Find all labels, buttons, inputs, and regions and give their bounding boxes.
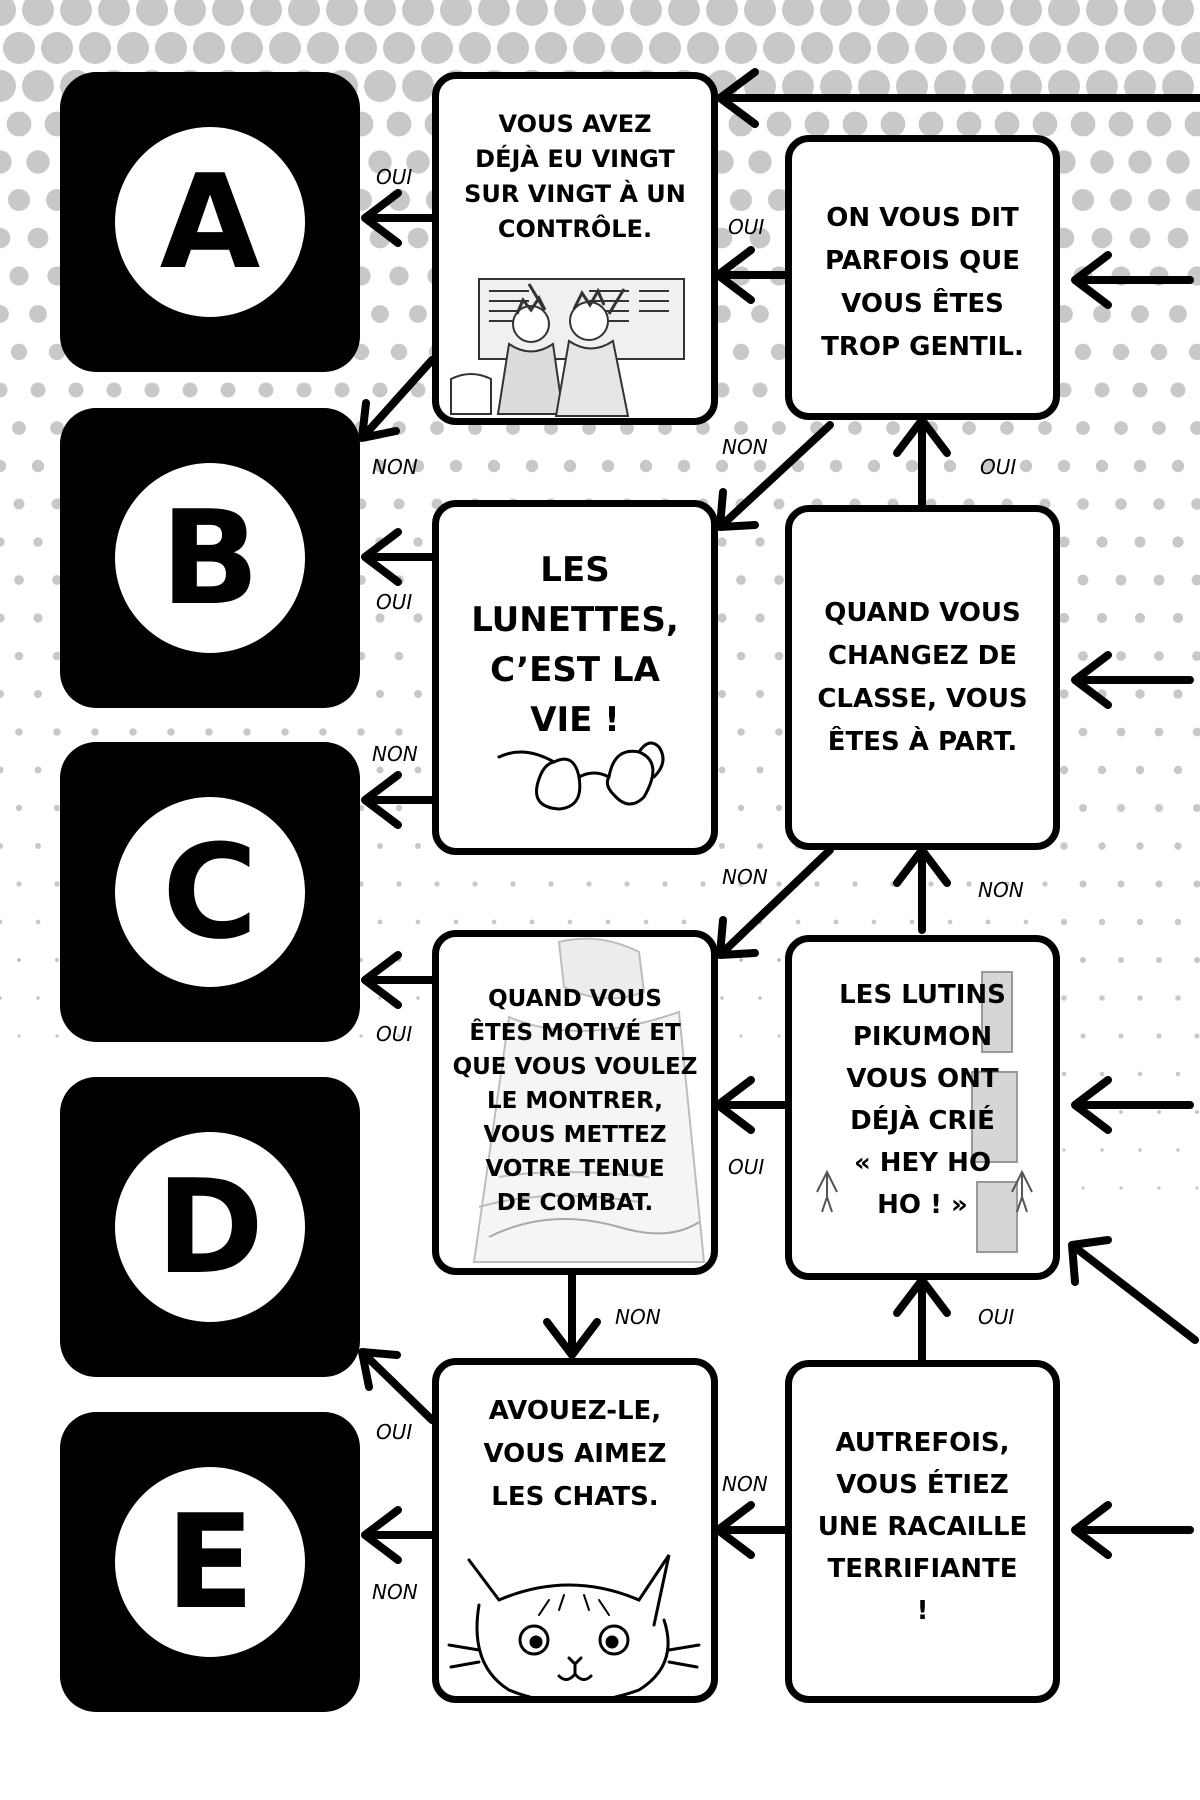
result-c-tile [60, 742, 360, 1042]
arrow-q5-to-c [365, 955, 432, 1005]
answer-label-q6-yes: OUI [728, 1155, 765, 1179]
arrow-q2-to-q1 [718, 250, 785, 300]
question-text: AUTREFOIS, VOUS ÉTIEZ UNE RACAILLE TERRIFIANTE ! [817, 1428, 1028, 1626]
entry-arrow-q8 [1075, 1505, 1190, 1555]
question-box-too-kind [785, 135, 1060, 420]
entry-arrow-q2 [1075, 255, 1190, 305]
result-c-letter: C [162, 816, 258, 968]
question-box-combat-outfit [432, 930, 718, 1275]
question-box-exam-score [432, 72, 718, 425]
answer-label-q7-yes: OUI [376, 1420, 413, 1444]
arrow-q6-to-q5 [718, 1080, 785, 1130]
arrow-q7-to-e [365, 1510, 432, 1560]
arrow-q5-to-q7 [547, 1275, 597, 1355]
answer-label-q4-no: NON [722, 865, 768, 889]
question-box-glasses [432, 500, 718, 855]
question-box-class-change [785, 505, 1060, 850]
arrow-q8-to-q7 [718, 1505, 785, 1555]
result-b-disc [115, 463, 305, 653]
question-text: AVOUEZ-LE, VOUS AIMEZ LES CHATS. [483, 1396, 667, 1512]
question-box-former-thug [785, 1360, 1060, 1703]
answer-label-q6-no: NON [978, 878, 1024, 902]
arrow-q7-to-d [362, 1352, 432, 1420]
glasses-doodle [439, 727, 711, 847]
result-a-letter: A [159, 146, 261, 298]
cat-illustration [439, 1530, 711, 1700]
arrow-q3-to-c [365, 775, 432, 825]
question-box-cats [432, 1358, 718, 1703]
arrow-q1-to-b [362, 360, 432, 438]
answer-label-q1-yes: OUI [376, 165, 413, 189]
answer-label-q2-yes: OUI [728, 215, 765, 239]
result-a-disc [115, 127, 305, 317]
result-e-tile [60, 1412, 360, 1712]
answer-label-q5-yes: OUI [376, 1022, 413, 1046]
arrow-q3-to-b [365, 532, 432, 582]
result-c-disc [115, 797, 305, 987]
entry-arrow-q4 [1075, 655, 1190, 705]
result-b-letter: B [160, 482, 260, 634]
answer-label-q4-yes: OUI [980, 455, 1017, 479]
result-e-letter: E [165, 1486, 255, 1638]
answer-label-q7-no: NON [372, 1580, 418, 1604]
result-a-tile [60, 72, 360, 372]
answer-label-q8-yes: OUI [978, 1305, 1015, 1329]
answer-label-q5-no: NON [615, 1305, 661, 1329]
result-d-disc [115, 1132, 305, 1322]
result-e-disc [115, 1467, 305, 1657]
answer-label-q3-no: NON [372, 742, 418, 766]
result-b-tile [60, 408, 360, 708]
answer-label-q1-no: NON [372, 455, 418, 479]
answer-label-q3-yes: OUI [376, 590, 413, 614]
question-text: LES LUTINS PIKUMON VOUS ONT DÉJÀ CRIÉ « HEY HO HO ! » [839, 980, 1006, 1220]
arrow-q6-to-q4 [897, 850, 947, 930]
question-text: QUAND VOUS CHANGEZ DE CLASSE, VOUS ÊTES À PART. [817, 598, 1028, 757]
question-text: VOUS AVEZ DÉJÀ EU VINGT SUR VINGT À UN CONTRÔLE. [464, 110, 686, 243]
arrow-q1-to-a [365, 193, 432, 243]
question-text: ON VOUS DIT PARFOIS QUE VOUS ÊTES TROP GENTIL. [821, 203, 1024, 362]
question-box-pikumon [785, 935, 1060, 1280]
entry-arrow-top [720, 72, 1200, 124]
result-d-letter: D [156, 1151, 264, 1303]
arrow-q8-to-q6 [897, 1280, 947, 1360]
result-d-tile [60, 1077, 360, 1377]
entry-arrow-q6-diagonal [1072, 1240, 1195, 1340]
arrow-q4-to-q2 [897, 420, 947, 505]
students-illustration [439, 269, 711, 419]
answer-label-q2-no: NON [722, 435, 768, 459]
question-text: QUAND VOUS ÊTES MOTIVÉ ET QUE VOUS VOULEZ LE MONTRER, VOUS METTEZ VOTRE TENUE DE COMBAT. [452, 986, 698, 1216]
entry-arrow-q6 [1075, 1080, 1190, 1130]
question-text: LES LUNETTES, C’EST LA VIE ! [471, 550, 679, 740]
answer-label-q8-no: NON [722, 1472, 768, 1496]
